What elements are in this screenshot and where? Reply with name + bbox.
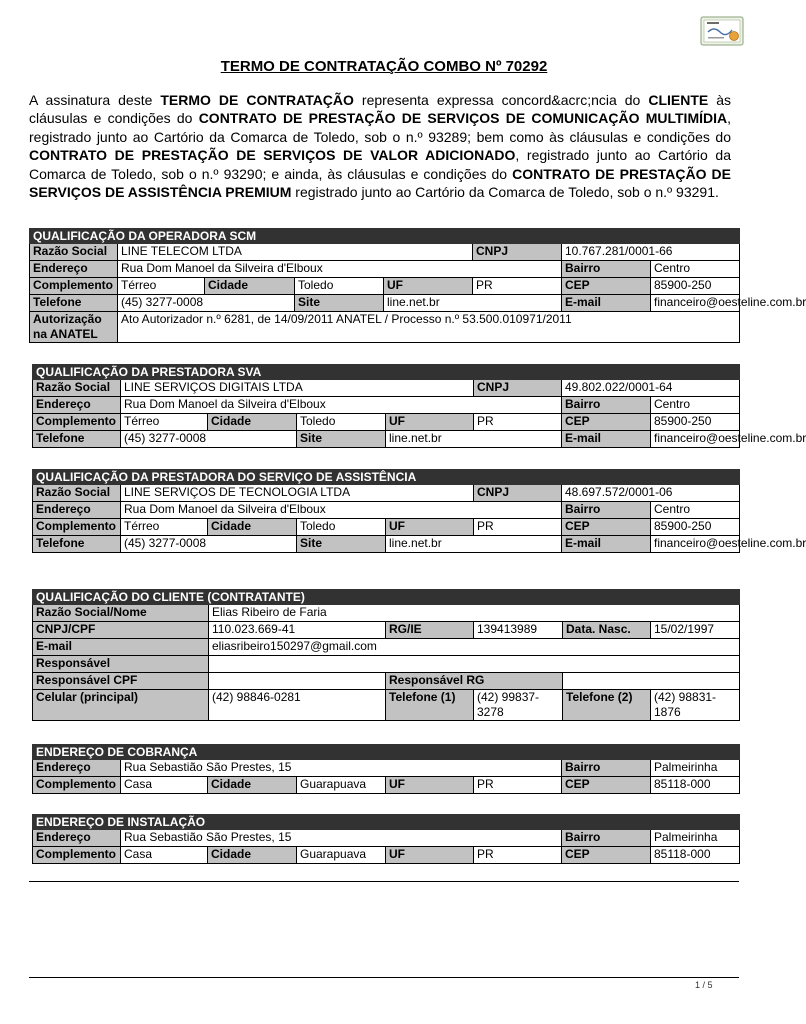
- email-value: eliasribeiro150297@gmail.com: [209, 639, 740, 656]
- field-label: UF: [386, 777, 474, 794]
- razao-social-value: LINE SERVIÇOS DE TECNOLOGIA LTDA: [121, 485, 474, 502]
- cnpj-cpf-value: 110.023.669-41: [209, 622, 386, 639]
- section-header: QUALIFICAÇÃO DA OPERADORA SCM: [30, 229, 740, 244]
- complemento-value: Térreo: [121, 414, 208, 431]
- field-label: CEP: [562, 777, 651, 794]
- field-label: Bairro: [562, 261, 651, 278]
- footer-divider: [29, 977, 739, 978]
- bairro-value: Centro: [651, 397, 740, 414]
- field-label: CEP: [562, 414, 651, 431]
- responsavel-rg-value: [563, 673, 740, 690]
- field-label: CEP: [562, 278, 651, 295]
- cobranca-table: [32, 744, 740, 794]
- cidade-value: Guarapuava: [297, 777, 386, 794]
- field-label: Razão Social: [33, 380, 121, 397]
- celular-value: (42) 98846-0281: [209, 690, 386, 721]
- field-label: Razão Social: [30, 244, 118, 261]
- field-label: Bairro: [562, 760, 651, 777]
- field-label: CNPJ: [474, 485, 562, 502]
- email-value: financeiro@oesteline.com.br: [651, 431, 740, 448]
- endereco-value: Rua Dom Manoel da Silveira d'Elboux: [118, 261, 562, 278]
- field-label: E-mail: [562, 431, 651, 448]
- field-label: Responsável CPF: [33, 673, 209, 690]
- complemento-value: Casa: [121, 777, 208, 794]
- cidade-value: Toledo: [297, 414, 386, 431]
- bairro-value: Palmeirinha: [651, 830, 740, 847]
- section-header: QUALIFICAÇÃO DA PRESTADORA DO SERVIÇO DE ASSISTÊNCIA: [33, 470, 740, 485]
- rg-ie-value: 139413989: [474, 622, 563, 639]
- cep-value: 85900-250: [651, 519, 740, 536]
- cep-value: 85900-250: [651, 278, 740, 295]
- razao-social-value: LINE SERVIÇOS DIGITAIS LTDA: [121, 380, 474, 397]
- field-label: Telefone (1): [386, 690, 474, 721]
- uf-value: PR: [474, 777, 562, 794]
- prestadora-sva-table: [32, 364, 806, 448]
- field-label: Cidade: [208, 414, 297, 431]
- site-value: line.net.br: [386, 536, 562, 553]
- telefone-value: (45) 3277-0008: [121, 431, 297, 448]
- endereco-value: Rua Dom Manoel da Silveira d'Elboux: [121, 502, 562, 519]
- field-label: Bairro: [562, 397, 651, 414]
- cliente-nome-value: Elias Ribeiro de Faria: [209, 605, 740, 622]
- certificate-icon: [700, 16, 744, 46]
- field-label: Endereço: [30, 261, 118, 278]
- uf-value: PR: [474, 847, 562, 864]
- field-label: Cidade: [208, 777, 297, 794]
- site-value: line.net.br: [384, 295, 562, 312]
- telefone1-value: (42) 99837-3278: [474, 690, 563, 721]
- cep-value: 85900-250: [651, 414, 740, 431]
- field-label: Complemento: [33, 847, 121, 864]
- field-label: UF: [386, 414, 474, 431]
- email-value: financeiro@oesteline.com.br: [651, 536, 740, 553]
- uf-value: PR: [473, 278, 562, 295]
- complemento-value: Casa: [121, 847, 208, 864]
- prestadora-assistencia-table: [32, 469, 806, 553]
- cidade-value: Toledo: [295, 278, 384, 295]
- field-label: Bairro: [562, 502, 651, 519]
- field-label: Endereço: [33, 760, 121, 777]
- field-label: Endereço: [33, 502, 121, 519]
- field-label: Celular (principal): [33, 690, 209, 721]
- operadora-scm-table: [29, 228, 806, 343]
- field-label: Site: [295, 295, 384, 312]
- field-label: E-mail: [33, 639, 209, 656]
- section-header: ENDEREÇO DE INSTALAÇÃO: [33, 815, 740, 830]
- field-label: UF: [384, 278, 473, 295]
- field-label: Cidade: [208, 847, 297, 864]
- razao-social-value: LINE TELECOM LTDA: [118, 244, 473, 261]
- cidade-value: Toledo: [297, 519, 386, 536]
- uf-value: PR: [474, 414, 562, 431]
- field-label: CEP: [562, 847, 651, 864]
- field-label: CEP: [562, 519, 651, 536]
- field-label: Complemento: [33, 777, 121, 794]
- field-label: CNPJ/CPF: [33, 622, 209, 639]
- cnpj-value: 49.802.022/0001-64: [562, 380, 740, 397]
- complemento-value: Térreo: [118, 278, 205, 295]
- field-label: CNPJ: [473, 244, 562, 261]
- field-label: Cidade: [208, 519, 297, 536]
- field-label: UF: [386, 847, 474, 864]
- field-label: Site: [297, 431, 386, 448]
- telefone2-value: (42) 98831-1876: [651, 690, 740, 721]
- cliente-table: [32, 589, 740, 721]
- field-label: Telefone: [33, 431, 121, 448]
- bairro-value: Centro: [651, 261, 740, 278]
- bairro-value: Centro: [651, 502, 740, 519]
- data-nasc-value: 15/02/1997: [651, 622, 740, 639]
- field-label: Complemento: [33, 519, 121, 536]
- intro-paragraph: A assinatura deste TERMO DE CONTRATAÇÃO representa expressa concord&acrc;ncia do CLIENTE às cláusulas e condições do CONTRATO DE PRESTAÇÃO DE SERVIÇOS DE COMUNICAÇÃO MULTIMÍDIA, registrado junto ao Cartório da Comarca de Toledo, sob o n.º 93289; bem como às cláusulas e condições do CONTRATO DE PRESTAÇÃO DE SERVIÇOS DE VALOR ADICIONADO, registrado junto ao Cartório da Comarca de Toledo, sob o n.º 93290; e ainda, às cláusulas e condições do CONTRATO DE PRESTAÇÃO DE SERVIÇOS DE ASSISTÊNCIA PREMIUM registrado junto ao Cartório da Comarca de Toledo, sob o n.º 93291.: [29, 92, 731, 201]
- telefone-value: (45) 3277-0008: [121, 536, 297, 553]
- field-label: Telefone (2): [563, 690, 651, 721]
- uf-value: PR: [474, 519, 562, 536]
- section-divider: [29, 881, 739, 882]
- cidade-value: Guarapuava: [297, 847, 386, 864]
- document-title: TERMO DE CONTRATAÇÃO COMBO Nº 70292: [220, 58, 548, 75]
- endereco-value: Rua Sebastião São Prestes, 15: [121, 830, 562, 847]
- endereco-value: Rua Dom Manoel da Silveira d'Elboux: [121, 397, 562, 414]
- field-label: Complemento: [30, 278, 118, 295]
- field-label: E-mail: [562, 536, 651, 553]
- field-label: Endereço: [33, 397, 121, 414]
- cep-value: 85118-000: [651, 847, 740, 864]
- section-header: ENDEREÇO DE COBRANÇA: [33, 745, 740, 760]
- telefone-value: (45) 3277-0008: [118, 295, 295, 312]
- field-label: Telefone: [33, 536, 121, 553]
- field-label: UF: [386, 519, 474, 536]
- cep-value: 85118-000: [651, 777, 740, 794]
- field-label: Razão Social: [33, 485, 121, 502]
- section-header: QUALIFICAÇÃO DA PRESTADORA SVA: [33, 365, 740, 380]
- field-label: Responsável RG: [386, 673, 563, 690]
- field-label: Site: [297, 536, 386, 553]
- field-label: E-mail: [562, 295, 651, 312]
- endereco-value: Rua Sebastião São Prestes, 15: [121, 760, 562, 777]
- field-label: Endereço: [33, 830, 121, 847]
- field-label: RG/IE: [386, 622, 474, 639]
- bairro-value: Palmeirinha: [651, 760, 740, 777]
- field-label: Bairro: [562, 830, 651, 847]
- site-value: line.net.br: [386, 431, 562, 448]
- email-value: financeiro@oesteline.com.br: [651, 295, 740, 312]
- autorizacao-value: Ato Autorizador n.º 6281, de 14/09/2011 ANATEL / Processo n.º 53.500.010971/2011: [118, 312, 740, 343]
- section-header: QUALIFICAÇÃO DO CLIENTE (CONTRATANTE): [33, 590, 740, 605]
- field-label: CNPJ: [474, 380, 562, 397]
- responsavel-value: [209, 656, 740, 673]
- field-label: Cidade: [205, 278, 295, 295]
- field-label: Autorização na ANATEL: [30, 312, 118, 343]
- field-label: Complemento: [33, 414, 121, 431]
- cnpj-value: 10.767.281/0001-66: [562, 244, 740, 261]
- field-label: Data. Nasc.: [563, 622, 651, 639]
- field-label: Razão Social/Nome: [33, 605, 209, 622]
- field-label: Telefone: [30, 295, 118, 312]
- instalacao-table: [32, 814, 740, 864]
- page-number: 1 / 5: [695, 980, 713, 990]
- field-label: Responsável: [33, 656, 209, 673]
- complemento-value: Térreo: [121, 519, 208, 536]
- cnpj-value: 48.697.572/0001-06: [562, 485, 740, 502]
- responsavel-cpf-value: [209, 673, 386, 690]
